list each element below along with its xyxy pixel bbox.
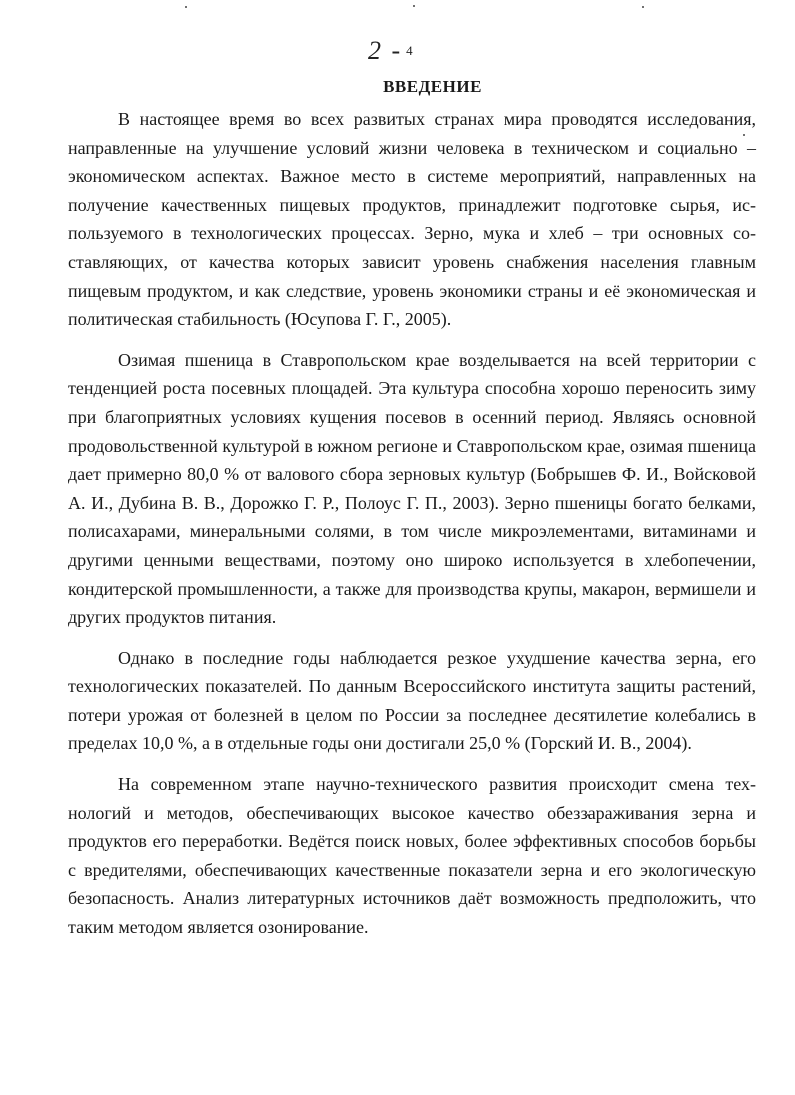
section-title: ВВЕДЕНИЕ <box>383 77 482 96</box>
printed-page-number: 4 <box>406 43 415 58</box>
paragraph-2: Озимая пшеница в Ставропольском крае возделывается на всей территории с тенденцией роста посевных площадей. Эта культура способна хорошо переносить зиму при благоприятных условиях кущения посевов в осенний период. Являясь основной продовольственной культурой в южном регионе и Ставропольском крае, озимая пшеница дает примерно 80,0 % от валового сбора зерновых культур (Бобрышев Ф. И., Войсковой А. И., Дубина В. В., Дорожко Г. Р., Полоус Г. П., 2003). Зерно пшеницы богато белками, полисахарами, минеральными солями, в том числе микроэлементами, витаминами и другими ценными веществами, поэтому оно широко используется в хлебопечении, кондитерской промышленности, а также для производства крупы, макарон, вермишели и других продуктов питания. <box>68 349 756 628</box>
handwritten-page-number: 2 - <box>368 36 403 65</box>
scan-speck <box>642 6 644 8</box>
paragraph-1: В настоящее время во всех развитых странах мира проводятся исследования, направленные на улучшение условий жизни человека в техническом и социально – экономическом аспектах. Важное место в системе мероприятий, направленных на получение качественных пищевых продуктов, принадлежит подготовке сырья, используемого в технологических процессах. Зерно, мука и хлеб – три основных составляющих, от качества которых зависит уровень снабжения населения главным пищевым продуктом, и как следствие, уровень экономики страны и её экономическая и политическая стабильность (Юсупова Г. Г., 2005). <box>68 109 756 330</box>
paragraph-3: Однако в последние годы наблюдается резкое ухудшение качества зерна, его технологических показателей. По данным Всероссийского института защиты растений, потери урожая от болезней в целом по России за последнее десятилетие колебались в пределах 10,0 %, а в отдельные годы они достигали 25,0 % (Горский И. В., 2004). <box>68 647 756 754</box>
scan-speck <box>185 6 187 8</box>
page-number <box>368 36 415 66</box>
paragraph-4: На современном этапе научно-технического развития происходит смена технологий и методов, обеспечивающих высокое качество обеззараживания зерна и продуктов его переработки. Ведётся поиск новых, более эффективных способов борьбы с вредителями, обеспечивающих качественные показатели зерна и его экологическую безопасность. Анализ литературных источников даёт возможность предположить, что таким методом является озонирование. <box>68 774 756 938</box>
body-text <box>68 105 756 942</box>
scan-speck <box>413 5 415 7</box>
